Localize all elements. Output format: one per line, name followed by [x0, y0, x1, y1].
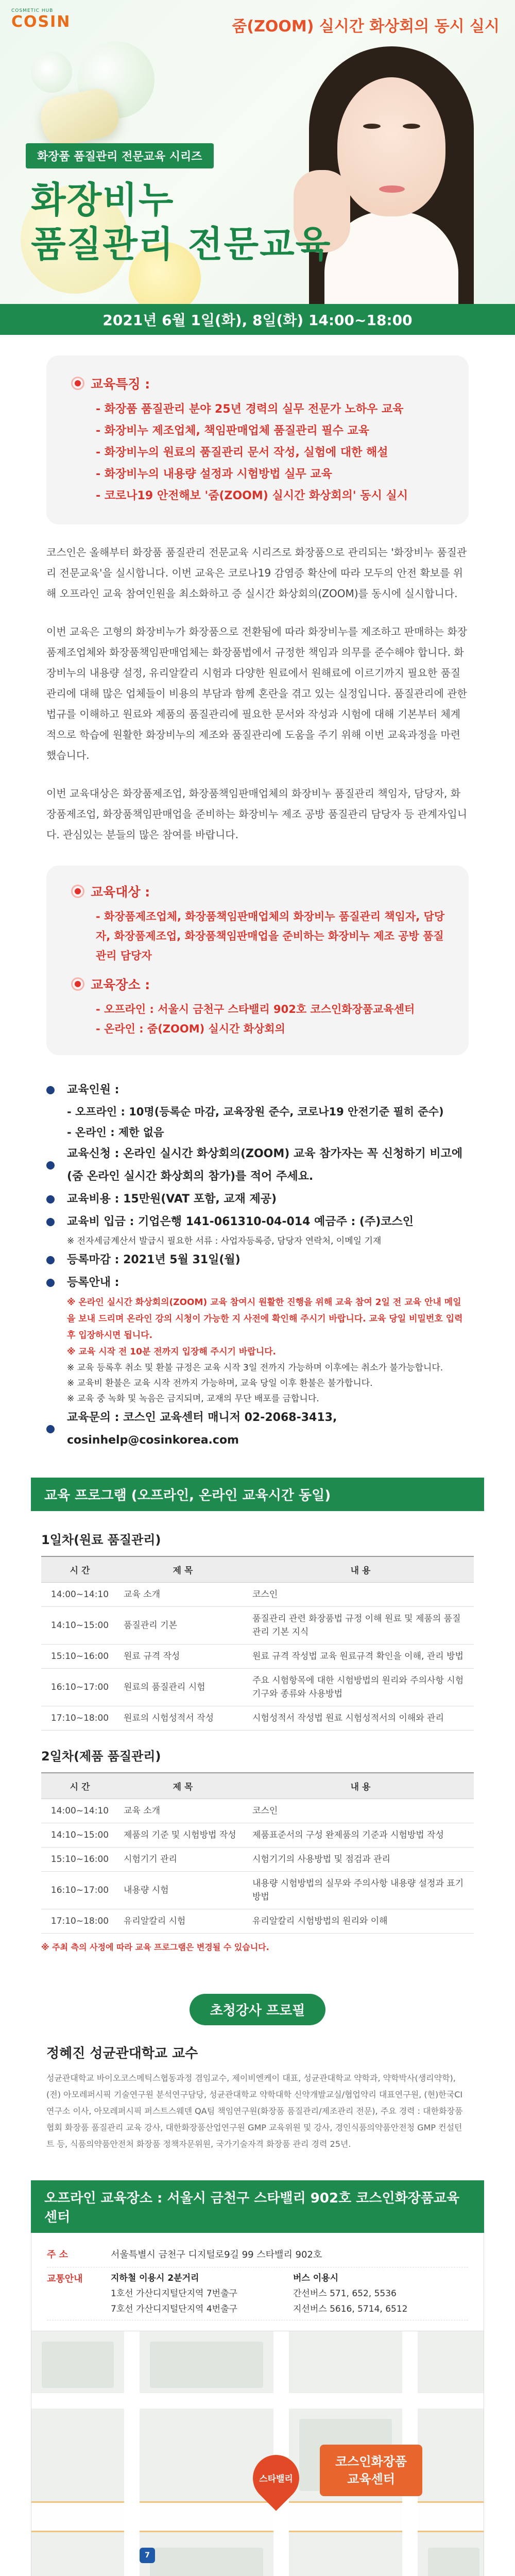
logo-small-text: COSMETIC HUB [11, 8, 54, 13]
subway-line: 1호선 가산디지털단지역 7번출구 [111, 2289, 237, 2299]
bullet-icon [46, 1249, 62, 1272]
cell-subject: 내용량 시험 [118, 1872, 247, 1909]
destination-card [320, 2445, 422, 2496]
col-content: 내 용 [247, 1773, 474, 1799]
location-banner: 오프라인 교육장소 : 서울시 금천구 스타밸리 902호 코스인화장품교육센터 [31, 2180, 484, 2233]
place-line: - 온라인 : 줌(ZOOM) 실시간 화상회의 [96, 1023, 285, 1035]
cell-content: 시험기기의 사용방법 및 점검과 관리 [247, 1848, 474, 1872]
guide-line: ※ 교육 등록후 취소 및 환불 규정은 교육 시작 3일 전까지 가능하며 이후에는 취소가 불가능합니다. [67, 1363, 443, 1373]
col-content: 내 용 [247, 1556, 474, 1583]
target-heading-text: 교육대상 : [91, 885, 150, 900]
info-deadline [46, 1249, 469, 1272]
lecturer-heading-text: 초청강사 프로필 [190, 1994, 326, 2025]
info-fee [46, 1188, 469, 1211]
subway-station-icon: 7 [140, 2548, 155, 2563]
guide-red-line: ※ 교육 시작 전 10분 전까지 입장해 주시기 바랍니다. [67, 1347, 277, 1357]
day1-title: 1일차(원료 품질관리) [41, 1533, 161, 1547]
model-image [288, 46, 494, 335]
address-row [47, 2243, 468, 2267]
feature-line: - 코로나19 안전해보 '줌(ZOOM) 실시간 화상회의' 동시 실시 [96, 489, 408, 502]
info-label: 교육신청 : 온라인 실시간 화상회의(ZOOM) 교육 참가자는 꼭 신청하기 비고에 (줌 온라인 실시간 화상회의 참가)를 적어 주세요. [67, 1147, 463, 1183]
table-row [41, 1669, 474, 1706]
cell-time: 15:10~16:00 [41, 1848, 118, 1872]
bullet-icon [46, 1272, 62, 1294]
target-heading [71, 882, 448, 901]
location-map[interactable] [31, 2331, 484, 2576]
address-value: 서울특별시 금천구 디지털로9길 99 스타밸리 902호 [111, 2249, 322, 2260]
date-bar [0, 304, 515, 335]
info-label: 등록마감 : 2021년 5월 31일(월) [67, 1253, 241, 1266]
guide-line: ※ 교육비 환불은 교육 시작 전까지 가능하며, 교육 당일 이후 환불은 불가합니다. [67, 1378, 373, 1388]
cell-subject: 원료의 품질관리 시험 [118, 1669, 247, 1706]
col-subject: 제 목 [118, 1773, 247, 1799]
cell-time: 17:10~18:00 [41, 1909, 118, 1934]
cell-subject: 유리알칼리 시험 [118, 1909, 247, 1934]
bus-info [293, 2270, 468, 2317]
cell-time: 16:10~17:00 [41, 1669, 118, 1706]
location-info [31, 2233, 484, 2331]
table-row [41, 1909, 474, 1934]
bullet-icon [71, 377, 84, 390]
card-label: 교육센터 [347, 2472, 395, 2486]
info-contact [46, 1406, 469, 1452]
cell-subject: 교육 소개 [118, 1799, 247, 1823]
guide-red-line: ※ 온라인 실시간 화상회의(ZOOM) 교육 참여시 원활한 진행을 위해 교육 참여 2일 전 교육 안내 메일을 보내 드리며 온라인 강의 시청이 가능한 지 사전에 확인해 주시기 바랍니다. 교육 당일 비밀번호 입력 후 입장하시면 됩니다. [67, 1297, 463, 1341]
decor-bubble [31, 52, 72, 93]
features-box [46, 355, 469, 524]
target-line: - 화장품제조업체, 화장품책임판매업체의 화장비누 품질관리 책임자, 담당자, 화장품제조업, 화장품책임판매업을 준비하는 화장비누 제조 공방 품질관리 담당자 [96, 910, 445, 962]
subway-info [111, 2270, 286, 2317]
table-row [41, 1823, 474, 1848]
guide-line: ※ 교육 중 녹화 및 녹음은 금지되며, 교재의 무단 배포를 금합니다. [67, 1394, 319, 1404]
card-label: 코스인화장품 [335, 2454, 407, 2469]
event-date: 2021년 6월 1일(화), 8일(화) 14:00~18:00 [102, 312, 413, 329]
transport-label: 교통안내 [47, 2274, 83, 2284]
cell-subject: 원료의 시험성적서 작성 [118, 1706, 247, 1731]
table-row [41, 1645, 474, 1669]
place-heading [71, 975, 448, 993]
table-row [41, 1607, 474, 1645]
day1-table [41, 1556, 474, 1731]
col-time: 시 간 [41, 1773, 118, 1799]
cell-content: 유리알칼리 시험방법의 원리와 이해 [247, 1909, 474, 1934]
bullet-icon [46, 1406, 62, 1452]
soap-image [37, 85, 123, 149]
lecturer-heading [0, 1994, 515, 2025]
table-row [41, 1848, 474, 1872]
page-title: 화장비누 [31, 179, 175, 221]
info-label: 교육비용 : 15만원(VAT 포함, 교재 제공) [67, 1193, 277, 1206]
features-heading-text: 교육특징 : [91, 377, 150, 392]
info-method [46, 1143, 469, 1188]
bullet-icon [46, 1143, 62, 1188]
series-label: 화장품 품질관리 전문교육 시리즈 [26, 143, 214, 168]
table-row [41, 1872, 474, 1909]
info-account [46, 1211, 469, 1233]
day2-table [41, 1772, 474, 1934]
col-time: 시 간 [41, 1556, 118, 1583]
pin-label: 스타밸리 [259, 2474, 293, 2484]
subway-line: 7호선 가산디지털단지역 4번출구 [111, 2304, 237, 2314]
cosin-logo[interactable] [11, 8, 71, 33]
cell-subject: 시험기기 관리 [118, 1848, 247, 1872]
info-note: ※ 전자세금계산서 발급시 필요한 서류 : 사업자등록증, 담당자 연락처, 이메일 기재 [67, 1236, 382, 1246]
bullet-icon [71, 977, 84, 991]
lecturer-name: 정혜진 성균관대학교 교수 [46, 2046, 198, 2061]
info-label: 교육비 입금 : 기업은행 141-061310-04-014 예금주 : (주)코스인 [67, 1215, 414, 1228]
program-note: ※ 주최 측의 사정에 따라 교육 프로그램은 변경될 수 있습니다. [41, 1942, 269, 1952]
cell-time: 17:10~18:00 [41, 1706, 118, 1731]
cell-time: 14:00~14:10 [41, 1799, 118, 1823]
day2-title: 2일차(제품 품질관리) [41, 1749, 161, 1764]
address-label: 주 소 [47, 2249, 68, 2260]
feature-line: - 화장비누의 내용량 설정과 시험방법 실무 교육 [96, 468, 332, 481]
cell-content: 코스인 [247, 1799, 474, 1823]
lecturer-career: 성균관대학교 바이오코스메틱스협동과정 겸임교수, 제이비엔케이 대표, 성균관대학교 약학과, 약학박사(생리약학), (전) 아모레퍼시픽 기술연구원 분석연구담당, 성균관대학교 약학대학 신약개발교실/협업약리 대표연구원, (현)한국CI 연구소 이사, 아모레퍼시픽 퍼스트스웨덴 QA팀 책임연구원(화장품 품질관리/제조관리 전문), 주요 경력 : 대한화장품협회 화장품 품질관리 교육 강사, 대한화장품산업연구원 GMP 교육위원 및 강사, 경인식품의약품안전청 GMP 컨설턴트 등, 식품의약품안전처 화장품 정책자문위원, 국가기술자격 화장품 관리 경력 25년. [46, 2073, 463, 2149]
lecturer-profile [46, 2043, 469, 2153]
cell-content: 원료 규격 작성법 교육 원료규격 확인을 이해, 관리 방법 [247, 1645, 474, 1669]
hero-banner [0, 0, 515, 335]
cell-subject: 교육 소개 [118, 1583, 247, 1607]
place-line: - 오프라인 : 서울시 금천구 스타밸리 902호 코스인화장품교육센터 [96, 1003, 415, 1015]
bus-title: 버스 이용시 [293, 2273, 339, 2283]
cell-time: 16:10~17:00 [41, 1872, 118, 1909]
registration-info [46, 1079, 469, 1452]
subway-title: 지하철 이용시 2분거리 [111, 2273, 199, 2283]
info-label: 등록안내 : [67, 1276, 119, 1289]
map-road [124, 2331, 140, 2576]
table-row [41, 1583, 474, 1607]
info-people [46, 1079, 469, 1101]
info-guide [46, 1272, 469, 1294]
feature-line: - 화장비누 제조업체, 책임판매업체 품질관리 필수 교육 [96, 425, 369, 437]
map-block [150, 2342, 263, 2388]
feature-line: - 화장비누의 원료의 품질관리 문서 작성, 실험에 대한 해설 [96, 446, 388, 459]
info-label: 교육인원 : [67, 1083, 119, 1096]
transport-row [47, 2267, 468, 2320]
bullet-icon [46, 1211, 62, 1233]
table-row [41, 1706, 474, 1731]
contact-link[interactable]: 교육문의 : 코스인 교육센터 매니저 02-2068-3413, cosinhelp@cosinkorea.com [67, 1411, 337, 1447]
page-title-line2: 품질관리 전문교육 [31, 223, 332, 265]
cell-content: 시험성적서 작성법 원료 시험성적서의 이해와 관리 [247, 1706, 474, 1731]
cell-content: 주요 시험항목에 대한 시험방법의 원리와 주의사항 시험기구와 종류와 사용방법 [247, 1669, 474, 1706]
map-block [428, 2548, 479, 2576]
info-line: - 온라인 : 제한 없음 [67, 1126, 164, 1139]
intro-paragraph: 코스인은 올해부터 화장품 품질관리 전문교육 시리즈로 화장품으로 관리되는 '화장비누 품질관리 전문교육'을 실시합니다. 이번 교육은 코로나19 감염증 확산에 따라 모두의 안전 확보를 위해 오프라인 교육 참여인원을 최소화하고 증 실시간 화상회의(ZOOM)를 동시에 실시합니다. [46, 546, 467, 600]
cell-content: 코스인 [247, 1583, 474, 1607]
bullet-icon [46, 1079, 62, 1101]
cell-time: 15:10~16:00 [41, 1645, 118, 1669]
intro-paragraph: 이번 교육은 고형의 화장비누가 화장품으로 전환됨에 따라 화장비누를 제조하고 판매하는 화장품제조업체와 화장품책임판매업체는 화장품법에서 규정한 책임과 의무를 준수해야 합니다. 화장비누의 내용량 설정, 유리알칼리 시험과 다양한 원료에서 원해료에 이르기까지 필요한 품질관리에 대해 많은 업체들이 비용의 부담과 함께 혼란을 겪고 있는 실정입니다. 품질관리에 관한 법규를 이해하고 원료와 제품의 품질관리에 필요한 문서와 작성과 시험에 대해 기본부터 체계적으로 학습에 원활한 화장비누의 제조와 품질관리에 도움을 주기 위해 이번 교육과정을 마련했습니다. [46, 625, 468, 761]
place-heading-text: 교육장소 : [91, 977, 150, 992]
hero-tagline: 줌(ZOOM) 실시간 화상회의 동시 실시 [232, 18, 500, 36]
logo-text: COSIN [11, 13, 71, 31]
cell-content: 제품표준서의 구성 완제품의 기준과 시험방법 작성 [247, 1823, 474, 1848]
info-line: - 오프라인 : 10명(등록순 마감, 교육장원 준수, 코로나19 안전기준 필히 준수) [67, 1106, 444, 1118]
table-row [41, 1799, 474, 1823]
map-block [150, 2548, 263, 2576]
cell-content: 품질관리 관련 화장품법 규정 이해 원료 및 제품의 품질관리 기본 지식 [247, 1607, 474, 1645]
cell-subject: 품질관리 기본 [118, 1607, 247, 1645]
intro-paragraph: 이번 교육대상은 화장품제조업, 화장품책임판매업체의 화장비누 품질관리 책임자, 담당자, 화장품제조업, 화장품책임판매업을 준비하는 화장비누 제조 공방 품질관리 담당자 등 관계자입니다. 관심있는 분들의 많은 참여를 바랍니다. [46, 787, 468, 841]
features-heading [71, 374, 448, 393]
col-subject: 제 목 [118, 1556, 247, 1583]
cell-time: 14:10~15:00 [41, 1823, 118, 1848]
bullet-icon [71, 885, 84, 898]
feature-line: - 화장품 품질관리 분야 25년 경력의 실무 전문가 노하우 교육 [96, 403, 404, 416]
cell-subject: 제품의 기준 및 시험방법 작성 [118, 1823, 247, 1848]
target-box [46, 866, 469, 1055]
map-block [42, 2342, 114, 2388]
bus-line: 지선버스 5616, 5714, 6512 [293, 2304, 408, 2314]
program-banner: 교육 프로그램 (오프라인, 온라인 교육시간 동일) [31, 1478, 484, 1511]
cell-content: 내용량 시험방법의 실무와 주의사항 내용량 설정과 표기방법 [247, 1872, 474, 1909]
cell-time: 14:10~15:00 [41, 1607, 118, 1645]
cell-subject: 원료 규격 작성 [118, 1645, 247, 1669]
bullet-icon [46, 1188, 62, 1211]
map-road [273, 2331, 289, 2576]
cell-time: 14:00~14:10 [41, 1583, 118, 1607]
bus-line: 간선버스 571, 652, 5536 [293, 2289, 397, 2299]
program-section [31, 1511, 484, 1963]
